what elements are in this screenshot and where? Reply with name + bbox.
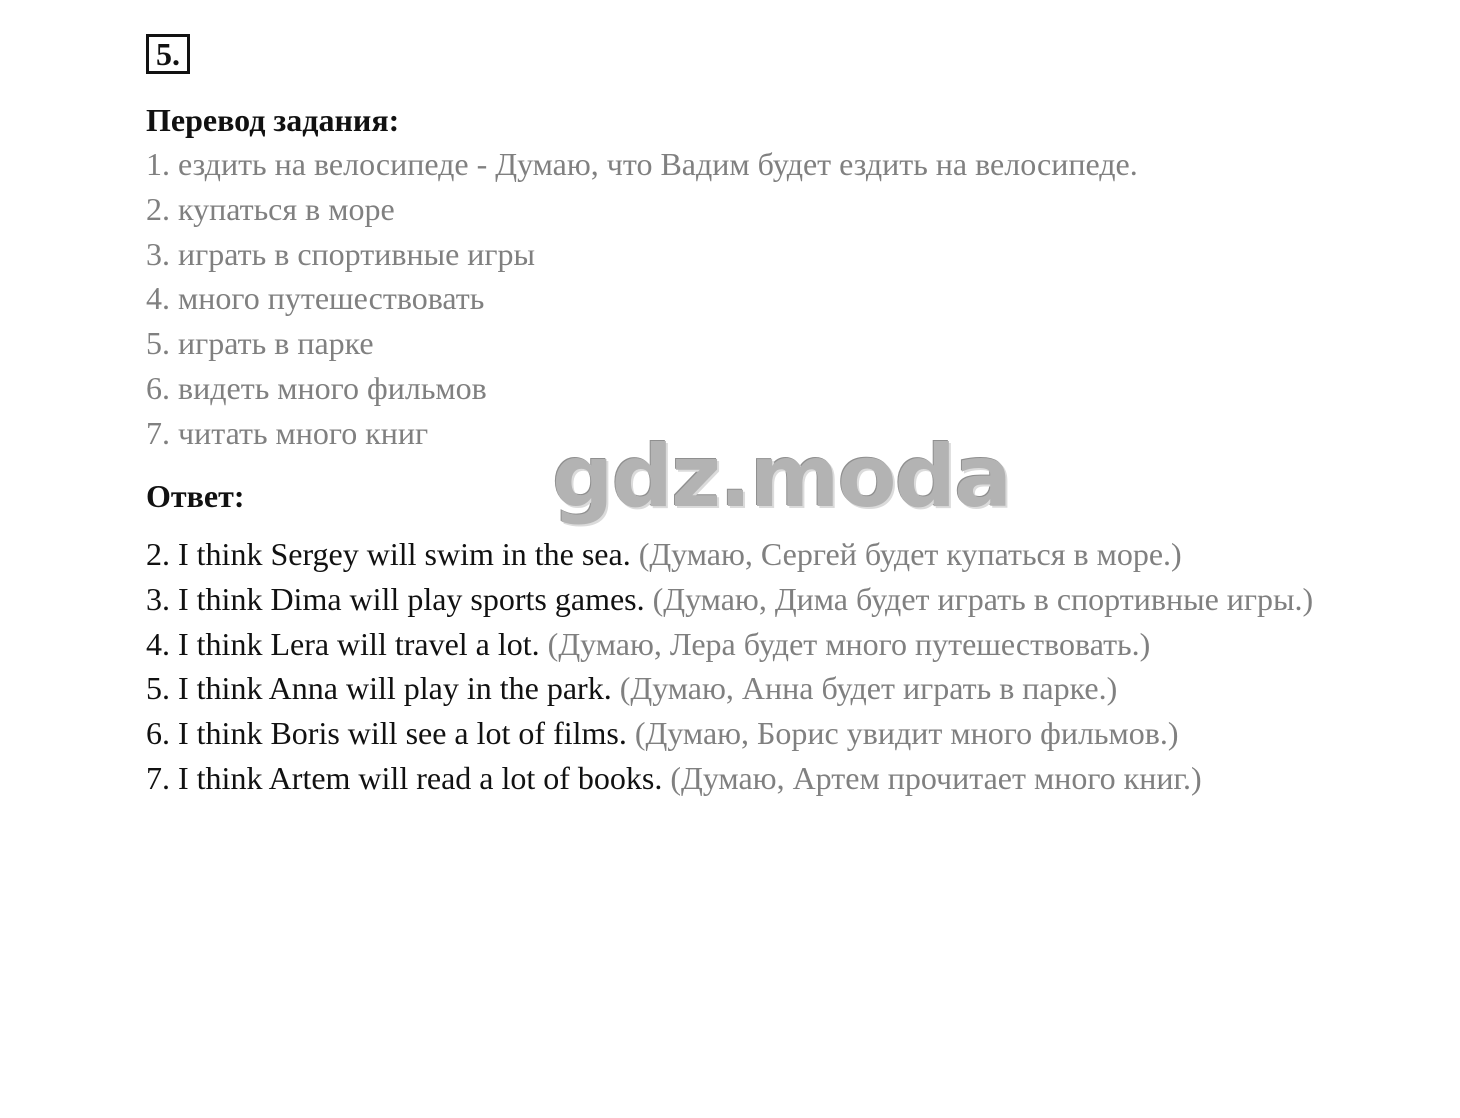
- answer-russian: (Думаю, Лера будет много путешествовать.): [547, 625, 1151, 662]
- task-number-box: 5.: [146, 34, 190, 74]
- answer-english: 3. I think Dima will play sports games.: [146, 580, 645, 617]
- translation-item: 5. играть в парке: [146, 325, 374, 362]
- answer-item: [146, 532, 1386, 577]
- translation-item: 7. читать много книг: [146, 414, 429, 451]
- translation-item: 1. ездить на велосипеде - Думаю, что Вадим будет ездить на велосипеде.: [146, 146, 1138, 182]
- answer-english: 4. I think Lera will travel a lot.: [146, 625, 540, 662]
- answer-item: [146, 756, 1386, 801]
- answer-russian: (Думаю, Анна будет играть в парке.): [619, 670, 1118, 707]
- watermark-logo: gdz.moda: [552, 427, 1011, 527]
- answer-russian: (Думаю, Сергей будет купаться в море.): [638, 536, 1182, 572]
- answer-russian: (Думаю, Дима будет играть в спортивные игры.): [652, 580, 1314, 617]
- answer-item: [146, 622, 1386, 667]
- answer-item: [146, 666, 1386, 711]
- translation-list: [146, 142, 1426, 456]
- translation-heading: Перевод задания:: [146, 102, 400, 138]
- answer-russian: (Думаю, Борис увидит много фильмов.): [634, 715, 1179, 752]
- answer-english: 5. I think Anna will play in the park.: [146, 670, 612, 707]
- answer-english: 6. I think Boris will see a lot of films.: [146, 715, 627, 752]
- translation-item: 4. много путешествовать: [146, 280, 485, 317]
- answer-english: 2. I think Sergey will swim in the sea.: [146, 536, 631, 572]
- answer-russian: (Думаю, Артем прочитает много книг.): [670, 759, 1202, 796]
- answer-english: 7. I think Artem will read a lot of books.: [146, 759, 663, 796]
- translation-item: 2. купаться в море: [146, 190, 395, 227]
- translation-item: 3. играть в спортивные игры: [146, 235, 536, 272]
- answer-item: [146, 577, 1386, 622]
- translation-item: 6. видеть много фильмов: [146, 369, 487, 406]
- answer-heading: Ответ:: [146, 478, 245, 514]
- answer-list: [146, 532, 1386, 801]
- answer-item: [146, 711, 1386, 756]
